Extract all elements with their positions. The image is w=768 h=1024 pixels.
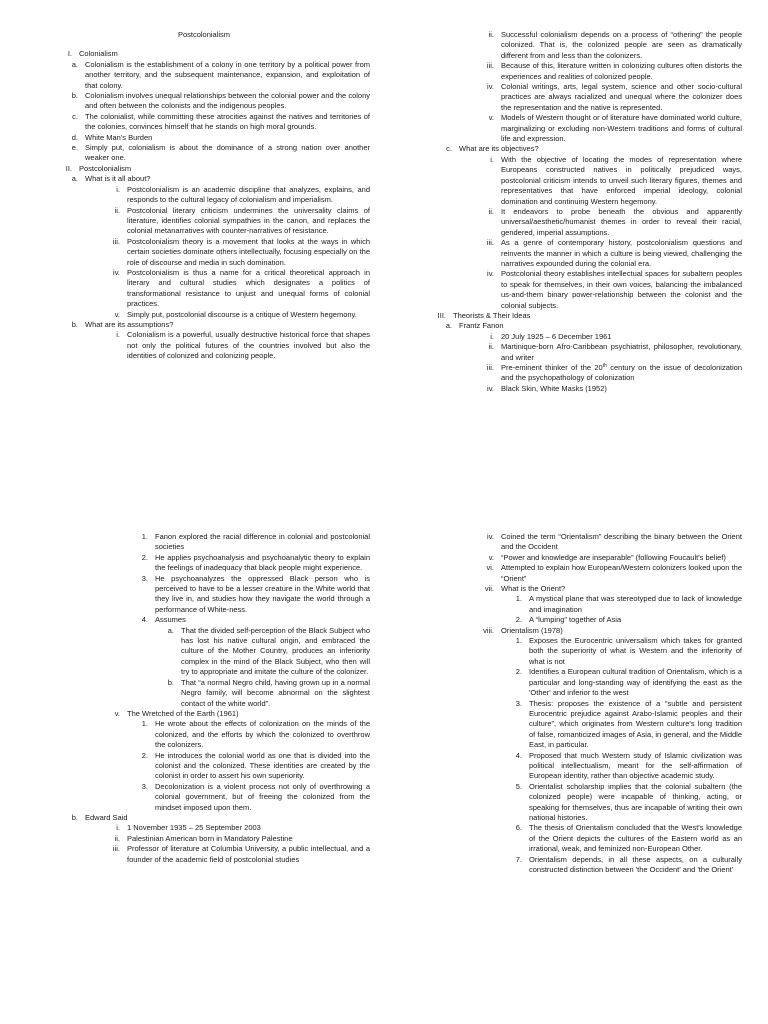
outline-item xyxy=(38,143,370,164)
quadrant-bottom-left xyxy=(38,532,370,865)
outline-marker: 2. xyxy=(515,667,522,677)
outline-marker: 1. xyxy=(515,594,522,604)
outline-text: What are its assumptions? xyxy=(85,319,174,329)
outline-marker: iv. xyxy=(487,532,494,541)
outline-marker: b. xyxy=(167,677,174,687)
outline-subitem xyxy=(38,823,370,833)
outline-text: Proposed that much Western study of Islamic civilization was political intellectualism, meant for the self-affirmation of European identity, rather than objective academic study. xyxy=(529,750,742,781)
outline-text: Fanon explored the racial difference in colonial and postcolonial societies xyxy=(155,532,370,552)
outline-subitem xyxy=(412,553,742,563)
quadrant-top-right xyxy=(412,30,742,394)
outline-marker: iii. xyxy=(112,844,120,854)
outline-subitem xyxy=(412,238,742,269)
outline-text: Colonialism is a powerful, usually destructive historical force that shapes not only the political futures of the countries involved but also the identities of colonized and colonizing people. xyxy=(127,330,370,361)
outline-text-part: century on the issue of decolonization and the psychopathology of colonization xyxy=(501,363,742,383)
outline-marker: c. xyxy=(446,144,452,154)
numbered-item xyxy=(412,636,742,667)
outline-subitem xyxy=(38,709,370,719)
outline-subitem xyxy=(412,269,742,311)
outline-marker: 1. xyxy=(141,532,148,541)
outline-list xyxy=(412,532,742,875)
outline-text: Black Skin, White Masks (1952) xyxy=(501,383,607,393)
outline-text: Models of Western thought or of literature have dominated world culture, marginalizing or excluding non-Western traditions and forms of cultural life and expression. xyxy=(501,113,742,144)
outline-subitem xyxy=(412,584,742,594)
outline-subitem xyxy=(412,61,742,82)
outline-marker: v. xyxy=(114,708,120,718)
outline-subitem xyxy=(38,844,370,865)
outline-text: Martinique-born Afro-Caribbean psychiatrist, philosopher, revolutionary, and writer xyxy=(501,342,742,362)
outline-text: Because of this, literature written in colonizing cultures often distorts the experiences and realities of colonized people. xyxy=(501,61,742,81)
outline-text: Identifies a European cultural tradition of Orientalism, which is a particular and long-standing way of identifying the east as the 'Other' and inferior to the west xyxy=(529,667,742,698)
numbered-item xyxy=(38,574,370,616)
numbered-item xyxy=(38,719,370,750)
outline-subitem xyxy=(38,206,370,237)
outline-text: Professor of literature at Columbia University, a public intellectual, and a founder of the academic field of postcolonial studies xyxy=(127,844,370,864)
outline-marker: viii. xyxy=(483,625,494,635)
outline-marker: v. xyxy=(488,113,494,123)
outline-text: Exposes the Eurocentric universalism which takes for granted both the superiority of what is Western and the inferiority of what is not xyxy=(529,636,742,666)
outline-text: Successful colonialism depends on a process of “othering” the people colonized. That is, the colonized people are seen as dramatically different from and less than the colonizers. xyxy=(501,30,742,60)
outline-text: It endeavors to probe beneath the obvious and apparently universal/aesthetic/humanist themes in order to reveal their racial, gendered, imperial assumptions. xyxy=(501,206,742,237)
page-title: Postcolonialism xyxy=(177,30,231,39)
outline-text: What is it all about? xyxy=(85,174,151,184)
outline-marker: i. xyxy=(490,331,494,341)
outline-list xyxy=(38,532,370,865)
outline-marker: iii. xyxy=(112,236,120,246)
outline-marker: iv. xyxy=(487,82,494,92)
outline-marker: 4. xyxy=(141,615,148,625)
outline-text: Postcolonialism is an academic discipline that analyzes, explains, and responds to the cultural legacy of colonialism and imperialism. xyxy=(127,184,370,205)
outline-marker: 6. xyxy=(515,823,522,833)
numbered-item xyxy=(412,615,742,625)
outline-marker: d. xyxy=(71,132,78,142)
outline-marker: ii. xyxy=(114,833,120,843)
outline-marker: a. xyxy=(71,174,78,184)
outline-marker: 3. xyxy=(141,781,148,791)
outline-subitem xyxy=(412,363,742,384)
section-heading xyxy=(38,164,370,174)
outline-subitem xyxy=(412,384,742,394)
outline-item xyxy=(412,321,742,331)
outline-text: He wrote about the effects of colonization on the minds of the colonized, and the efforts by which the colonized to overthrow the colonizers. xyxy=(155,719,370,750)
outline-item xyxy=(412,144,742,154)
outline-marker: a. xyxy=(445,321,452,331)
outline-subitem xyxy=(412,207,742,238)
outline-item xyxy=(38,174,370,184)
quadrant-top-left xyxy=(38,30,370,362)
outline-marker: 1. xyxy=(141,719,148,729)
outline-text: Postcolonial theory establishes intellectual spaces for subaltern peoples to speak for themselves, in their own voices, balancing the imbalanced us-and-them binary power-relationship between the colonist and the colonial subjects. xyxy=(501,269,742,310)
numbered-item xyxy=(412,594,742,615)
numbered-item xyxy=(412,751,742,782)
outline-text: Orientalism (1978) xyxy=(501,625,563,635)
numbered-item xyxy=(412,823,742,854)
outline-text: The colonialist, while committing these atrocities against the natives and territories of the colonies, convinces himself that he stands on high moral grounds. xyxy=(85,111,370,132)
numbered-item xyxy=(412,667,742,698)
outline-item xyxy=(38,813,370,823)
outline-text: The Wretched of the Earth (1961) xyxy=(127,708,239,718)
outline-text: Simply put, colonialism is about the dominance of a strong nation over another weaker one. xyxy=(85,143,370,163)
outline-marker: iii. xyxy=(486,363,494,372)
outline-marker: i. xyxy=(116,330,120,340)
outline-marker: 3. xyxy=(141,573,148,583)
outline-marker: a. xyxy=(167,625,174,635)
outline-marker: i. xyxy=(116,823,120,833)
outline-text: Thesis: proposes the existence of a “subtle and persistent Eurocentric prejudice against Arabo-Islamic peoples and their culture”, which originates from Western culture's long tradition of false, romanticized images of Asia, in general, and the Middle East, in particular. xyxy=(529,698,742,750)
outline-marker: 2. xyxy=(515,615,522,625)
outline-marker: vii. xyxy=(484,584,494,594)
outline-text: He introduces the colonial world as one that is divided into the colonist and the colonized. These identities are created by the colonist in order to assert his own superiority. xyxy=(155,750,370,781)
outline-subitem xyxy=(38,268,370,310)
outline-text: Assumes xyxy=(155,615,186,625)
outline-subitem xyxy=(412,626,742,636)
outline-marker: iv. xyxy=(113,267,120,277)
outline-marker: v. xyxy=(488,552,494,562)
outline-subitem xyxy=(412,113,742,144)
outline-text: What is the Orient? xyxy=(501,584,566,594)
numbered-item xyxy=(38,553,370,574)
outline-marker: iii. xyxy=(486,61,494,71)
outline-subitem xyxy=(38,237,370,268)
outline-marker: i. xyxy=(490,154,494,164)
outline-marker: b. xyxy=(71,319,78,329)
outline-marker: iv. xyxy=(487,383,494,393)
outline-item xyxy=(38,60,370,91)
outline-text: Postcolonial literary criticism undermines the universality claims of literature, identifies colonial sympathies in the canon, and replaces the colonial metanarratives with counter-narratives of resistance. xyxy=(127,205,370,236)
outline-marker: vi. xyxy=(486,563,494,573)
outline-marker: 4. xyxy=(515,750,522,760)
quadrant-bottom-right xyxy=(412,532,742,875)
section-heading xyxy=(412,311,742,321)
outline-marker: II. xyxy=(65,163,72,173)
numbered-item xyxy=(38,782,370,813)
numbered-item xyxy=(38,532,370,553)
outline-text: Colonial writings, arts, legal system, science and other socio-cultural practices are always racialized and unequal where the colonizer does the representation and the native is represented. xyxy=(501,82,742,112)
outline-text: Edward Said xyxy=(85,812,128,822)
outline-text: That “a normal Negro child, having grown up in a normal Negro family, will become abnormal on the slightest contact of the white world”. xyxy=(181,677,370,708)
outline-marker: 2. xyxy=(141,552,148,562)
numbered-item xyxy=(412,782,742,824)
outline-text: A “lumping” together of Asia xyxy=(529,615,622,625)
outline-subitem xyxy=(412,155,742,207)
numbered-item xyxy=(38,751,370,782)
outline-text: He applies psychoanalysis and psychoanalytic theory to explain the feelings of inadequacy that black people might experience. xyxy=(155,552,370,573)
outline-list xyxy=(412,30,742,394)
outline-subitem xyxy=(412,532,742,553)
numbered-item xyxy=(412,699,742,751)
outline-item xyxy=(38,91,370,112)
outline-item xyxy=(38,320,370,330)
outline-marker: ii. xyxy=(488,342,494,352)
outline-text-part: Pre-eminent thinker of the 20 xyxy=(501,363,603,372)
outline-text: Colonialism is the establishment of a colony in one territory by a political power from another territory, and the subsequent maintenance, expansion, and exploitation of that colony. xyxy=(85,59,370,90)
outline-marker: e. xyxy=(71,143,78,153)
outline-marker: 5. xyxy=(515,781,522,791)
outline-text: 20 July 1925 – 6 December 1961 xyxy=(501,331,612,341)
outline-text: Colonialism xyxy=(79,49,118,59)
outline-text: Orientalism depends, in all these aspects, on a culturally constructed distinction between 'the Occident' and 'the Orient' xyxy=(529,854,742,874)
outline-text: What are its objectives? xyxy=(459,144,539,154)
outline-text: That the divided self-perception of the Black Subject who has lost his native cultural origin, and embraced the culture of the Mother Country, produces an inferiority complex in the mind of the Black Subject, who then will try to appropriate and imitate the culture of the colonizer. xyxy=(181,625,370,677)
outline-text: “Power and knowledge are inseparable” (following Foucault's belief) xyxy=(501,552,726,562)
outline-subitem xyxy=(38,834,370,844)
outline-text: Decolonization is a violent process not only of overthrowing a colonial government, but of freeing the colonized from the mindset imposed upon them. xyxy=(155,781,370,812)
outline-text: Simply put, postcolonial discourse is a critique of Western hegemony. xyxy=(127,309,357,319)
outline-text: A mystical plane that was stereotyped due to lack of knowledge and imagination xyxy=(529,594,742,614)
outline-text: He psychoanalyzes the oppressed Black person who is perceived to have to be a lesser creature in the White world that they live in, and studies how they navigate the world through a performance of White-ness. xyxy=(155,573,370,614)
outline-subitem xyxy=(412,82,742,113)
outline-subitem xyxy=(38,310,370,320)
outline-text: Postcolonialism xyxy=(79,163,132,173)
outline-marker: ii. xyxy=(488,30,494,39)
numbered-item xyxy=(38,615,370,625)
outline-marker: c. xyxy=(72,111,78,121)
outline-marker: 2. xyxy=(141,750,148,760)
outline-text: Palestinian American born in Mandatory Palestine xyxy=(127,833,293,843)
outline-marker: ii. xyxy=(114,205,120,215)
outline-text: As a genre of contemporary history, postcolonialism questions and reinvents the manner in which a culture is being viewed, challenging the narratives expounded during the colonial era. xyxy=(501,238,742,268)
numbered-item xyxy=(412,855,742,876)
outline-item xyxy=(38,133,370,143)
outline-marker: iii. xyxy=(486,238,494,248)
section-heading xyxy=(38,49,370,59)
outline-text: Attempted to explain how European/Western colonizers looked upon the “Orient” xyxy=(501,563,742,583)
outline-marker: a. xyxy=(71,59,78,69)
outline-marker: I. xyxy=(67,49,72,59)
outline-marker: ii. xyxy=(488,206,494,216)
outline-marker: i. xyxy=(116,184,120,194)
outline-text: Theorists & Their Ideas xyxy=(453,310,531,320)
outline-subitem xyxy=(412,332,742,342)
outline-marker: iv. xyxy=(487,269,494,279)
outline-text: With the objective of locating the modes of representation where Europeans constructed natives in politically prejudiced ways, postcolonial criticism intends to unveil such literary figures, themes and representatives that have enforced imperial ideology, colonial domination and continuing Western hegemony. xyxy=(501,154,742,206)
outline-marker: b. xyxy=(71,91,78,101)
outline-list xyxy=(38,49,370,361)
outline-text: Postcolonialism is thus a name for a critical theoretical approach in literary and cultural studies which designates a politics of transformational resistance to unjust and unequal forms of colonial practices. xyxy=(127,267,370,309)
lettered-subitem xyxy=(38,626,370,678)
outline-marker: 3. xyxy=(515,698,522,708)
outline-text: Orientalist scholarship implies that the colonial subaltern (the colonized people) were incapable of thinking, acting, or speaking for themselves, thus are incapable of writing their own national histories. xyxy=(529,781,742,822)
outline-subitem xyxy=(412,30,742,61)
outline-text: Coined the term “Orientalism” describing the binary between the Orient and the Occident xyxy=(501,532,742,552)
outline-subitem xyxy=(412,342,742,363)
outline-text: Frantz Fanon xyxy=(459,321,504,331)
lettered-subitem xyxy=(38,678,370,709)
outline-subitem xyxy=(38,330,370,361)
superscript: th xyxy=(602,363,607,369)
outline-marker: v. xyxy=(114,309,120,319)
outline-marker: 7. xyxy=(515,854,522,864)
outline-item xyxy=(38,112,370,133)
outline-text: White Man's Burden xyxy=(85,132,153,142)
outline-text: Postcolonialism theory is a movement that looks at the ways in which certain societies dominate others intellectually, focusing especially on the role of discourse and media in such domination. xyxy=(127,236,370,267)
outline-text: 1 November 1935 – 25 September 2003 xyxy=(127,823,261,833)
outline-marker: 1. xyxy=(515,636,522,646)
outline-text: The thesis of Orientalism concluded that the West's knowledge of the Orient depicts the cultures of the Eastern world as an irrational, weak, and feminized non-European Other. xyxy=(529,823,742,854)
outline-text: Colonialism involves unequal relationships between the colonial power and the colony and often between the colonists and the indigenous peoples. xyxy=(85,91,370,111)
outline-subitem xyxy=(412,563,742,584)
outline-text xyxy=(501,363,742,384)
outline-marker: b. xyxy=(71,812,78,822)
outline-subitem xyxy=(38,185,370,206)
outline-marker: III. xyxy=(437,310,446,320)
